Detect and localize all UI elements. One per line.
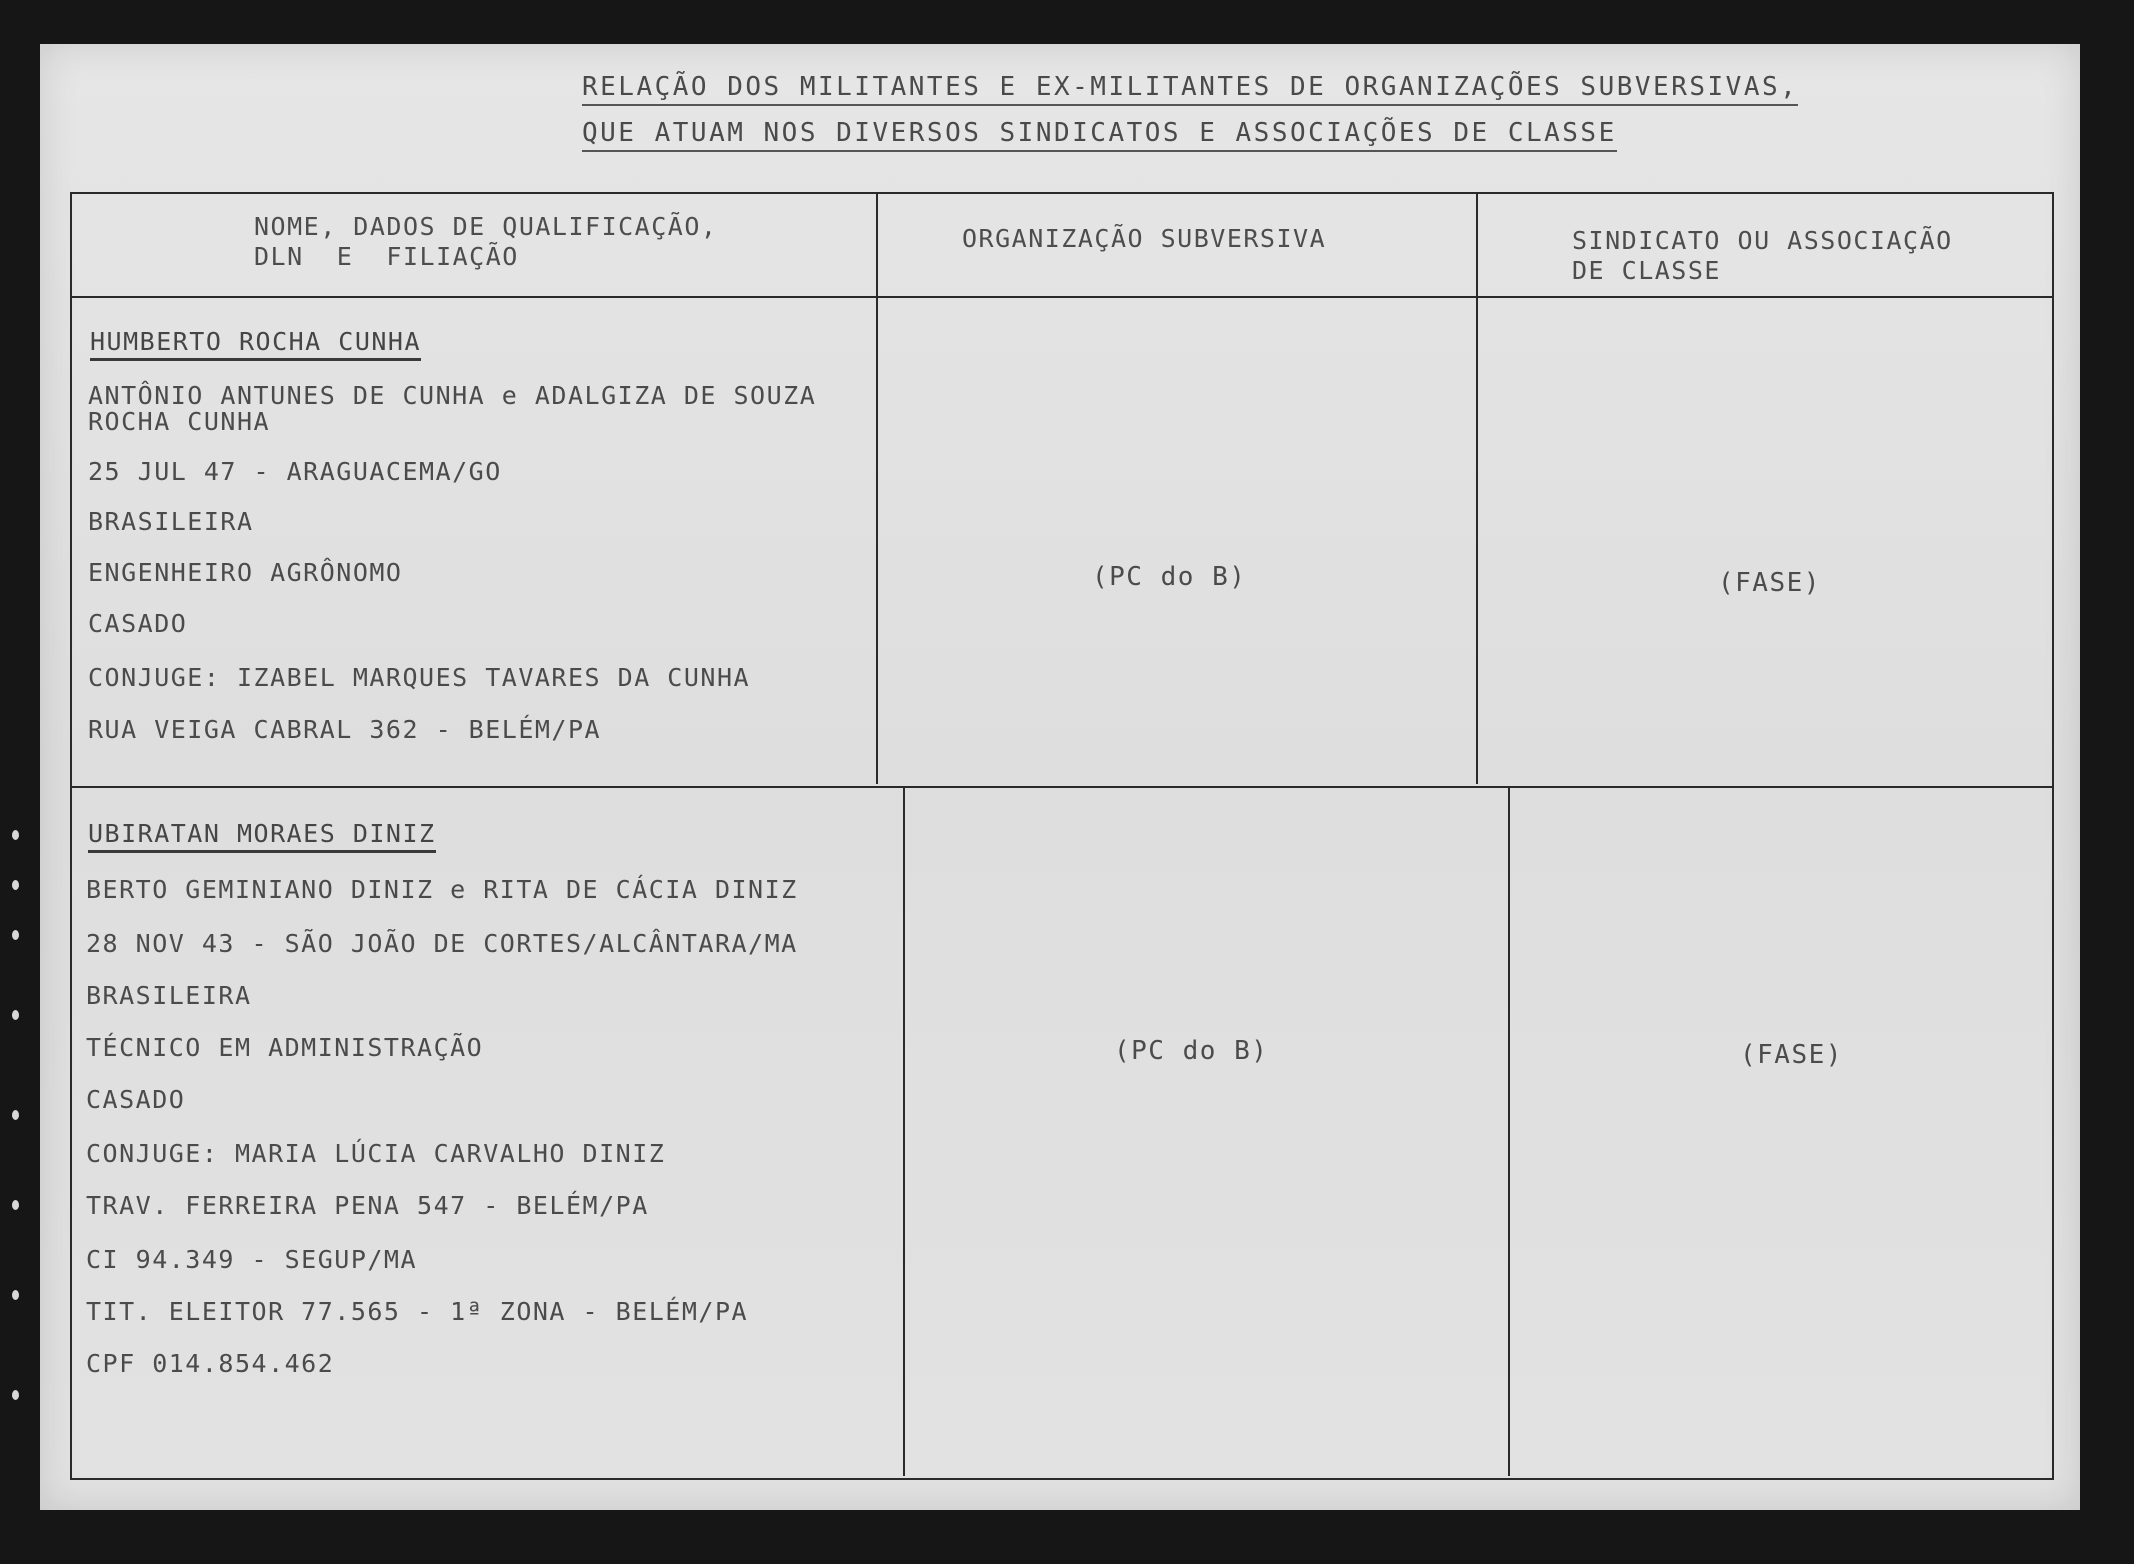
document-title-line-1: RELAÇÃO DOS MILITANTES E EX-MILITANTES DE ORGANIZAÇÕES SUBVERSIVAS, xyxy=(582,72,1772,102)
detail-line: 25 JUL 47 - ARAGUACEMA/GO xyxy=(88,457,502,486)
document-title-line-2: QUE ATUAM NOS DIVERSOS SINDICATOS E ASSOCIAÇÕES DE CLASSE xyxy=(582,118,1772,148)
detail-line: TRAV. FERREIRA PENA 547 - BELÉM/PA xyxy=(86,1191,649,1220)
detail-line: TÉCNICO EM ADMINISTRAÇÃO xyxy=(86,1033,484,1062)
detail-line: RUA VEIGA CABRAL 362 - BELÉM/PA xyxy=(88,715,602,744)
detail-line: CPF 014.854.462 xyxy=(86,1349,335,1378)
detail-line: BRASILEIRA xyxy=(88,507,254,536)
organization-value: (PC do B) xyxy=(1092,562,1247,592)
detail-line: ENGENHEIRO AGRÔNOMO xyxy=(88,558,403,587)
header-divider xyxy=(70,296,2052,298)
detail-line: CONJUGE: MARIA LÚCIA CARVALHO DINIZ xyxy=(86,1139,666,1168)
detail-line: CASADO xyxy=(88,609,188,638)
person-name: HUMBERTO ROCHA CUNHA xyxy=(90,328,421,356)
header-union-association: SINDICATO OU ASSOCIAÇÃO DE CLASSE xyxy=(1572,226,1953,285)
film-edge-mark xyxy=(12,1390,19,1400)
detail-line: BRASILEIRA xyxy=(86,981,252,1010)
detail-line: CONJUGE: IZABEL MARQUES TAVARES DA CUNHA xyxy=(88,663,751,692)
association-value: (FASE) xyxy=(1740,1040,1843,1070)
header-name-qualification: NOME, DADOS DE QUALIFICAÇÃO, DLN E FILIAÇÃO xyxy=(254,212,718,271)
film-edge-mark xyxy=(12,1290,19,1300)
detail-line: TIT. ELEITOR 77.565 - 1ª ZONA - BELÉM/PA xyxy=(86,1297,749,1326)
association-value: (FASE) xyxy=(1718,568,1821,598)
detail-line: 28 NOV 43 - SÃO JOÃO DE CORTES/ALCÂNTARA/MA xyxy=(86,929,798,958)
column-divider-1 xyxy=(876,192,878,784)
detail-line: BERTO GEMINIANO DINIZ e RITA DE CÁCIA DINIZ xyxy=(86,875,798,904)
film-edge-mark xyxy=(12,1010,19,1020)
film-edge-mark xyxy=(12,930,19,940)
film-edge-mark xyxy=(12,1110,19,1120)
column-divider-1-lower xyxy=(903,786,905,1476)
film-edge-mark xyxy=(12,830,19,840)
organization-value: (PC do B) xyxy=(1114,1036,1269,1066)
detail-line: ROCHA CUNHA xyxy=(88,407,271,436)
detail-line: CI 94.349 - SEGUP/MA xyxy=(86,1245,418,1274)
film-edge-mark xyxy=(12,880,19,890)
header-subversive-organization: ORGANIZAÇÃO SUBVERSIVA xyxy=(962,224,1327,253)
film-edge-mark xyxy=(12,1200,19,1210)
row-divider xyxy=(70,786,2052,788)
detail-line: ANTÔNIO ANTUNES DE CUNHA e ADALGIZA DE SOUZA xyxy=(88,381,817,410)
detail-line: CASADO xyxy=(86,1085,186,1114)
column-divider-2 xyxy=(1476,192,1478,784)
column-divider-2-lower xyxy=(1508,786,1510,1476)
person-name: UBIRATAN MORAES DINIZ xyxy=(88,820,436,848)
